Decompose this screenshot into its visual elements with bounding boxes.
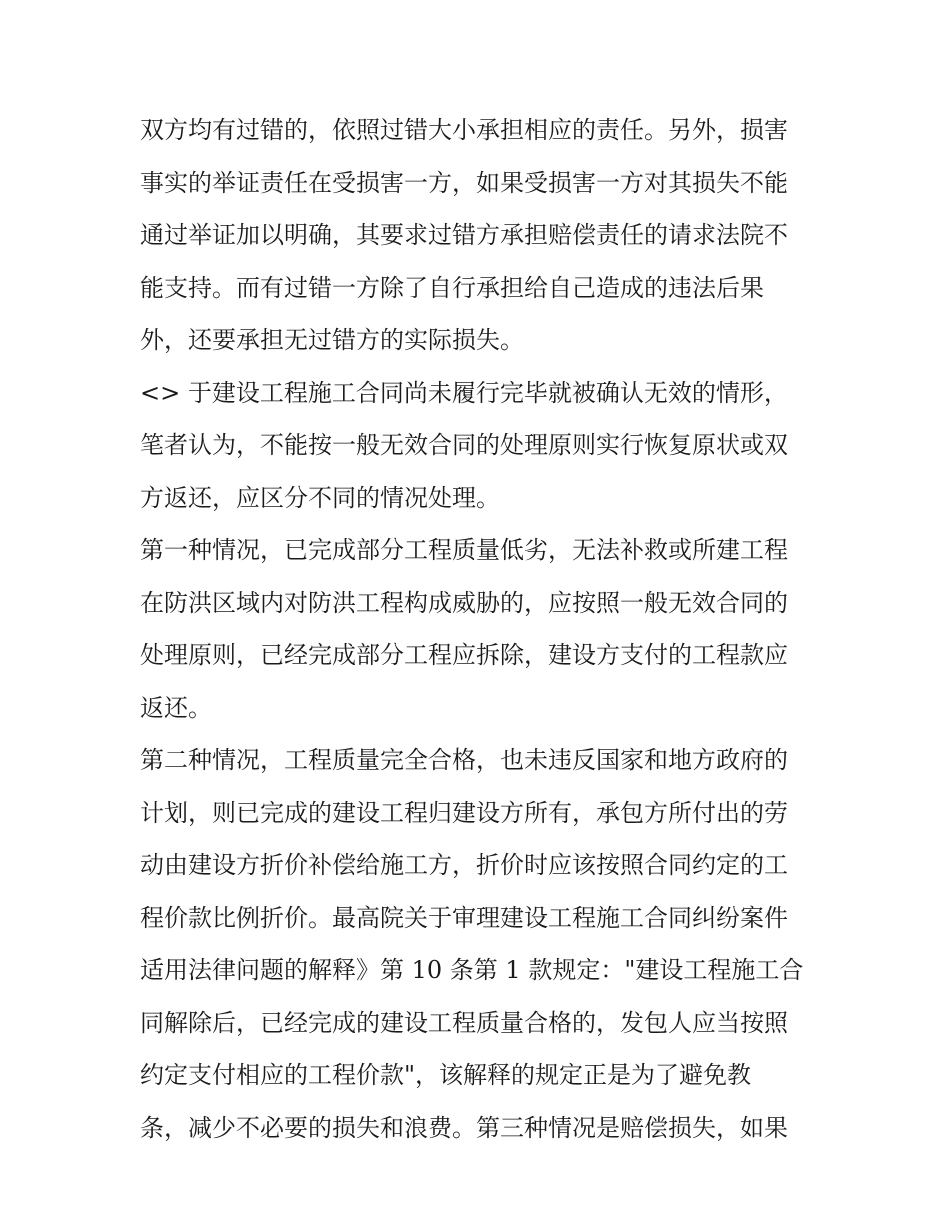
text-line: 能支持。而有过错一方除了自行承担给自己造成的违法后果 <box>140 273 764 302</box>
text-line: 双方均有过错的，依照过错大小承担相应的责任。另外，损害 <box>140 116 788 144</box>
text-line: 适用法律问题的解释》第 10 条第 1 款规定："建设工程施工合 <box>140 956 804 984</box>
text-line: 约定支付相应的工程价款"，该解释的规定正是为了避免教 <box>140 1061 752 1089</box>
text-line: 程价款比例折价。最高院关于审理建设工程施工合同纠纷案件 <box>140 903 788 932</box>
body-text <box>140 104 820 1154</box>
text-line: 通过举证加以明确，其要求过错方承担赔偿责任的请求法院不 <box>140 221 788 249</box>
text-line: 条，减少不必要的损失和浪费。第三种情况是赔偿损失，如果 <box>140 1113 788 1142</box>
text-line: 笔者认为，不能按一般无效合同的处理原则实行恢复原状或双 <box>140 431 788 459</box>
text-line: 动由建设方折价补偿给施工方，折价时应该按照合同约定的工 <box>140 851 788 879</box>
text-line: 在防洪区域内对防洪工程构成威胁的，应按照一般无效合同的 <box>140 588 788 617</box>
text-line: 返还。 <box>140 693 212 722</box>
text-line: 方返还，应区分不同的情况处理。 <box>140 483 500 512</box>
text-line: 处理原则，已经完成部分工程应拆除，建设方支付的工程款应 <box>140 641 788 669</box>
text-line: 计划，则已完成的建设工程归建设方所有，承包方所付出的劳 <box>140 798 788 827</box>
text-line: 同解除后，已经完成的建设工程质量合格的，发包人应当按照 <box>140 1008 788 1037</box>
text-line: <> 于建设工程施工合同尚未履行完毕就被确认无效的情形， <box>140 378 788 407</box>
text-line: 事实的举证责任在受损害一方，如果受损害一方对其损失不能 <box>140 168 788 197</box>
text-line: 第一种情况，已完成部分工程质量低劣，无法补救或所建工程 <box>140 536 788 564</box>
text-line: 第二种情况，工程质量完全合格，也未违反国家和地方政府的 <box>140 746 788 774</box>
text-line: 外，还要承担无过错方的实际损失。 <box>140 326 524 354</box>
